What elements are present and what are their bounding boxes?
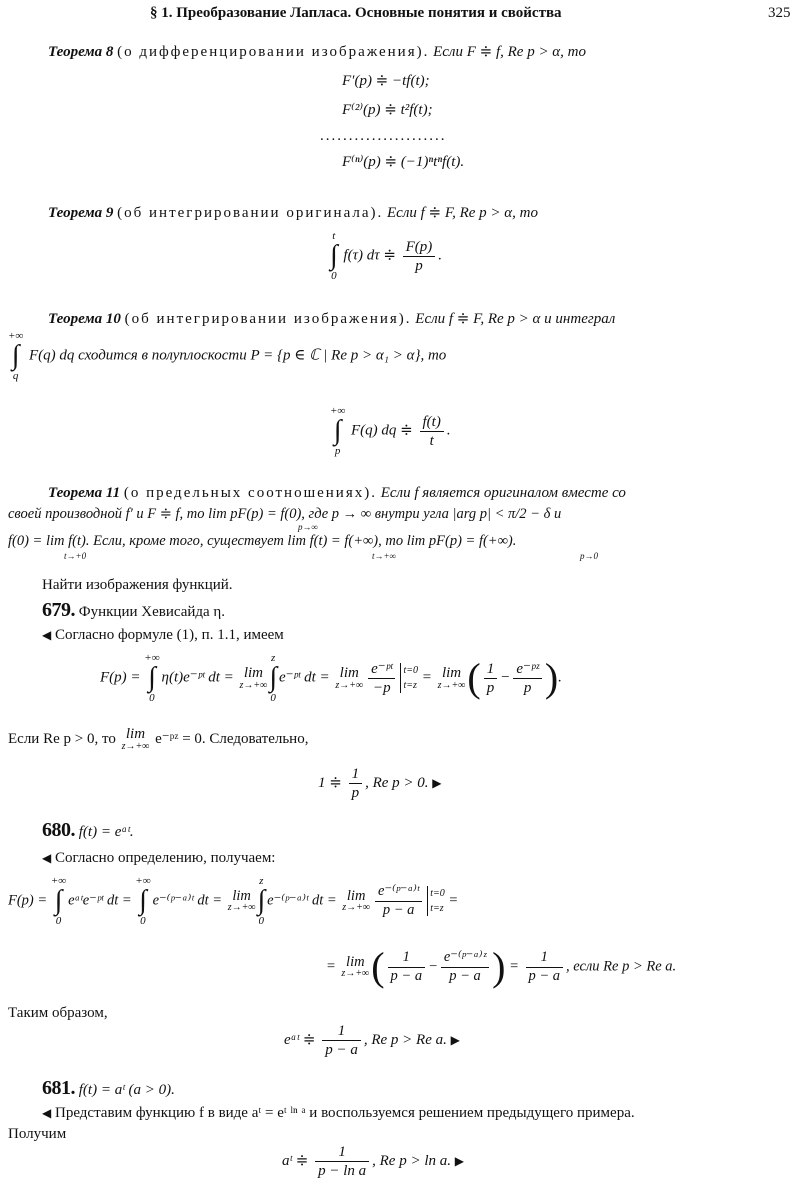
- integral-sign: +∞ ∫ 0: [135, 875, 151, 928]
- fraction: $\frac{\text{e⁻ᵖᶻ}}{p}$: [513, 660, 541, 697]
- problem-681-heading: [42, 1076, 175, 1100]
- lim-subscript: p→∞: [298, 522, 318, 532]
- limit: lim z→+∞: [342, 887, 371, 914]
- theorem-8-formula-1: F′(p) ≑ −tf(t);: [342, 73, 430, 89]
- integrand: η(t)e⁻ᵖᵗ dt =: [161, 669, 234, 686]
- theorem-11-line-3: f(0) = lim f(t). Если, кроме того, существует lim f(t) = f(+∞), то lim pF(p) = f(+∞).: [8, 533, 517, 549]
- theorem-11-statement: [48, 484, 626, 502]
- intro-text: Согласно формуле (1), п. 1.1, имеем: [54, 627, 284, 643]
- solution-start-icon: ◀: [42, 628, 52, 642]
- limit: lim z→+∞: [239, 664, 268, 691]
- problem-679-heading: [42, 598, 225, 622]
- substitution-bar: t=0 t=z: [427, 886, 445, 916]
- theorem-8-formula-n: F⁽ⁿ⁾(p) ≑ (−1)ⁿtⁿf(t).: [342, 154, 465, 170]
- limit: lim z→+∞: [121, 726, 150, 752]
- fraction: $\frac{1}{\text{p − ln a}}$: [315, 1143, 369, 1180]
- limit: lim z→+∞: [437, 664, 466, 691]
- eq-lhs: F(p) =: [100, 669, 141, 686]
- integrand: e⁻ᵖᵗ dt =: [278, 669, 330, 686]
- theorem-10-label: Теорема 10: [48, 311, 121, 327]
- solution-end-icon: ▶: [450, 1032, 460, 1047]
- problem-680-intro: [42, 849, 275, 867]
- task-intro: Найти изображения функций.: [42, 577, 233, 593]
- problem-679-text-2: Если Re p > 0, то lim z→+∞ e⁻ᵖᶻ = 0. Следовательно,: [8, 726, 309, 752]
- limit: lim z→+∞: [335, 664, 364, 691]
- theorem-10-title: (об интегрировании изображения).: [124, 311, 412, 327]
- problem-679-result: 1 ≑ $\frac{1}{p}$ , Re p > 0. ▶: [318, 766, 442, 801]
- problem-680-equation-2: = lim z→+∞ ( $\frac{1}{p - a}$ − $\frac{\text{e⁻⁽ᵖ⁻ᵃ⁾ᶻ}}{p - a}$ ) = $\frac{1}{p - a}$ , если Re p > Re a.: [326, 944, 677, 989]
- section-header: § 1. Преобразование Лапласа. Основные понятия и свойства: [150, 5, 562, 21]
- fraction: $\frac{1}{p - a}$: [322, 1022, 361, 1059]
- substitution-bar: t=0 t=z: [400, 663, 418, 693]
- theorem-8-dots: ......................: [320, 128, 447, 144]
- theorem-10-line-2-text: F(q) dq сходится в полуплоскости P = {p ∈ ℂ | Re p > α₁ > α}, то: [29, 347, 447, 364]
- problem-681-result: aᵗ ≑ $\frac{1}{\text{p − ln a}}$ , Re p > ln a. ▶: [282, 1144, 464, 1179]
- solution-start-icon: ◀: [42, 851, 52, 865]
- problem-680-title: f(t) = eᵃᵗ.: [78, 824, 134, 840]
- problem-679-equation: F(p) = +∞ ∫ 0η(t)e⁻ᵖᵗ dt = lim z→+∞ z ∫ 0e⁻ᵖᵗ dt = lim z→+∞ $\frac{\text{e⁻ᵖᵗ}}{-p}$ t=0 t=z = lim z→+∞ ( $\frac{1}{p}$ − $\frac{\text{e⁻ᵖᶻ}}{p}$ ).: [100, 652, 562, 705]
- problem-681-intro-2: Получим: [8, 1126, 67, 1142]
- limit: lim z→+∞: [341, 953, 370, 980]
- problem-680-result: eᵃᵗ ≑ $\frac{1}{p - a}$ , Re p > Re a. ▶: [284, 1023, 460, 1058]
- problem-679-number: 679.: [42, 599, 75, 621]
- theorem-8-title: (о дифференцировании изображения).: [117, 44, 430, 60]
- integrand: F(q) dq ≑: [351, 422, 413, 439]
- problem-681-intro: [42, 1104, 635, 1122]
- fraction: $\frac{\text{e⁻ᵖᵗ}}{-p}$: [368, 660, 395, 697]
- theorem-10-line-2: [8, 330, 446, 382]
- theorem-11-line-2: своей производной f′ и F ≑ f, то lim pF(p) = f(0), где p → ∞ внутри угла |arg p| < π/2 − δ и: [8, 506, 562, 522]
- problem-680-heading: [42, 818, 134, 842]
- problem-680-number: 680.: [42, 819, 75, 841]
- theorem-9-formula: t ∫ 0 f(τ) dτ ≑ $\frac{F(p)}{p}$ .: [330, 230, 443, 283]
- problem-679-intro: [42, 626, 284, 644]
- fraction: $\frac{1}{p - a}$: [388, 949, 426, 985]
- problem-680-thus: Таким образом,: [8, 1005, 108, 1021]
- theorem-9-title: (об интегрировании оригинала).: [117, 205, 384, 221]
- solution-start-icon: ◀: [42, 1106, 52, 1120]
- theorem-11-label: Теорема 11: [48, 485, 121, 501]
- integral-sign: z ∫ 0: [257, 875, 266, 928]
- theorem-9-label: Теорема 9: [48, 205, 114, 221]
- fraction: $\frac{F(p)}{p}$: [403, 238, 436, 275]
- theorem-10-statement: [48, 310, 615, 328]
- integral-sign: +∞ ∫ q: [8, 330, 24, 383]
- intro-text: Представим функцию f в виде aᵗ = eᵗ ˡⁿ ᵃ и воспользуемся решением предыдущего примера.: [54, 1105, 635, 1121]
- integral-sign: z ∫ 0: [269, 652, 277, 705]
- fraction: $\frac{1}{p}$: [484, 660, 498, 697]
- theorem-10-condition: Если f ≑ F, Re p > α и интеграл: [415, 311, 616, 327]
- theorem-8-label: Теорема 8: [48, 44, 114, 60]
- theorem-8-statement: [48, 43, 586, 61]
- theorem-9-condition: Если f ≑ F, Re p > α, то: [387, 205, 538, 221]
- integral-sign: t ∫ 0: [330, 230, 338, 283]
- theorem-8-condition: Если F ≑ f, Re p > α, то: [433, 44, 587, 60]
- problem-681-number: 681.: [42, 1077, 75, 1099]
- theorem-8-formula-2: F⁽²⁾(p) ≑ t²f(t);: [342, 102, 433, 118]
- fraction: $\frac{1}{p - a}$: [526, 949, 564, 985]
- page-number: 325: [768, 5, 791, 21]
- integral-sign: +∞ ∫ 0: [144, 652, 160, 705]
- problem-681-title: f(t) = aᵗ (a > 0).: [78, 1082, 175, 1098]
- fraction: $\frac{f(t)}{t}$: [420, 413, 444, 450]
- theorem-9-statement: [48, 204, 538, 222]
- theorem-10-formula: +∞ ∫ p F(q) dq ≑ $\frac{f(t)}{t}$ .: [330, 405, 451, 458]
- fraction: $\frac{\text{e⁻⁽ᵖ⁻ᵃ⁾ᶻ}}{p - a}$: [441, 949, 489, 985]
- solution-end-icon: ▶: [432, 775, 442, 790]
- lim-subscript: p→0: [580, 551, 598, 561]
- integral-sign: +∞ ∫ 0: [50, 875, 67, 928]
- lim-subscript: t→+0: [64, 551, 87, 561]
- lim-subscript: t→+∞: [372, 551, 396, 561]
- problem-680-equation-1: F(p) = +∞ ∫ 0eᵃᵗe⁻ᵖᵗ dt = +∞ ∫ 0e⁻⁽ᵖ⁻ᵃ⁾ᵗ dt = lim z→+∞ z ∫ 0e⁻⁽ᵖ⁻ᵃ⁾ᵗ dt = lim z→+∞ $\frac{\text{e⁻⁽ᵖ⁻ᵃ⁾ᵗ}}{p - a}$ t=0 t=z =: [8, 875, 459, 928]
- fraction: $\frac{1}{p}$: [349, 765, 363, 802]
- problem-679-title: Функции Хевисайда η.: [78, 604, 226, 620]
- integral-sign: +∞ ∫ p: [330, 405, 346, 458]
- intro-text: Согласно определению, получаем:: [54, 850, 276, 866]
- theorem-11-condition: Если f является оригиналом вместе со: [380, 485, 626, 501]
- limit: lim z→+∞: [227, 887, 256, 914]
- integrand: f(τ) dτ ≑: [343, 247, 396, 264]
- theorem-11-title: (о предельных соотношениях).: [123, 485, 377, 501]
- solution-end-icon: ▶: [454, 1153, 464, 1168]
- fraction: $\frac{\text{e⁻⁽ᵖ⁻ᵃ⁾ᵗ}}{p - a}$: [375, 883, 422, 919]
